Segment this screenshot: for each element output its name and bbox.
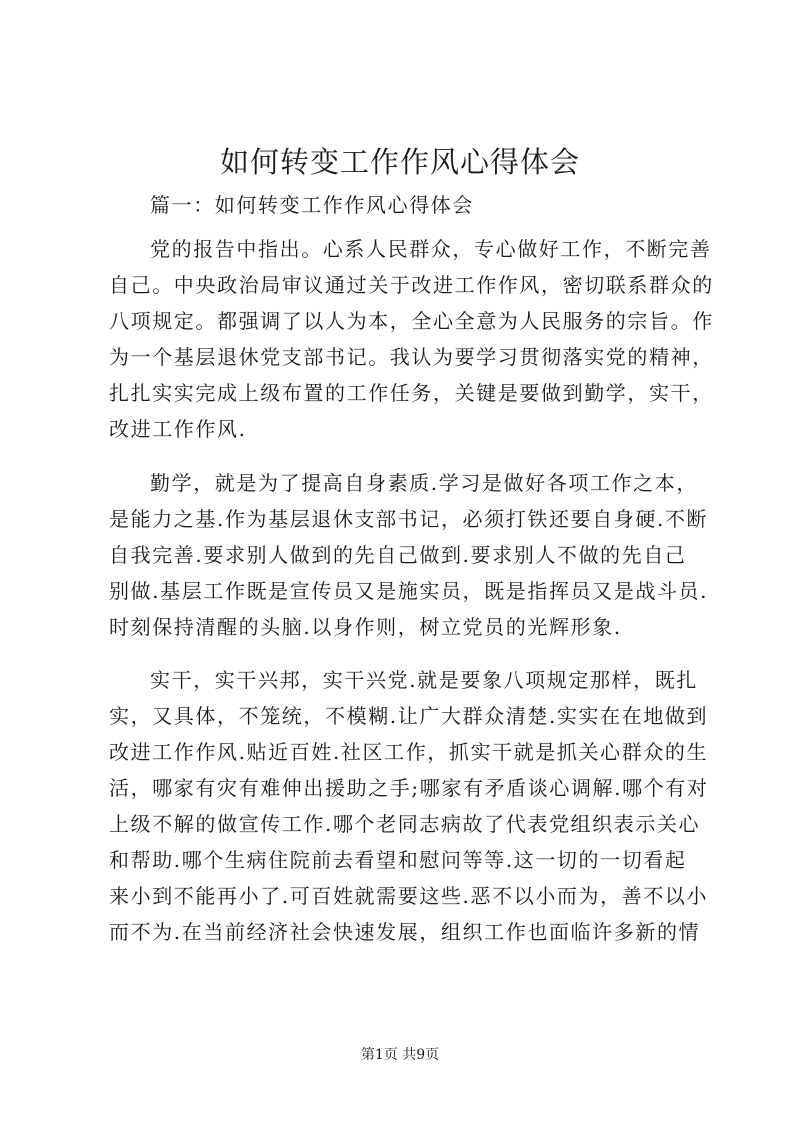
paragraph-line: 自我完善.要求别人做到的先自己做到.要求别人不做的先自己 [109,543,687,567]
paragraph-line: 和帮助.哪个生病住院前去看望和慰问等等.这一切的一切看起 [109,848,687,872]
paragraph-line: 实干，实干兴邦，实干兴党.就是要象八项规定那样，既扎 [150,668,698,692]
paragraph-line: 为一个基层退休党支部书记。我认为要学习贯彻落实党的精神， [109,345,714,369]
paragraph-line: 八项规定。都强调了以人为本，全心全意为人民服务的宗旨。作 [109,309,714,333]
paragraph-line: 是能力之基.作为基层退休支部书记，必须打铁还要自身硬.不断 [109,507,709,531]
paragraph-line: 党的报告中指出。心系人民群众，专心做好工作，不断完善 [150,237,712,261]
paragraph-line: 自己。中央政治局审议通过关于改进工作作风，密切联系群众的 [109,273,714,297]
paragraph-line: 别做.基层工作既是宣传员又是施实员，既是指挥员又是战斗员. [109,579,709,603]
section-heading: 篇一：如何转变工作作风心得体会 [150,193,474,217]
paragraph-line: 活，哪家有灾有难伸出援助之手;哪家有矛盾谈心调解.哪个有对 [109,776,709,800]
paragraph-line: 实，又具体，不笼统，不模糊.让广大群众清楚.实实在在地做到 [109,704,709,728]
paragraph-line: 改进工作作风.贴近百姓.社区工作，抓实干就是抓关心群众的生 [109,740,709,764]
paragraph-line: 改进工作作风. [109,417,247,441]
page-footer: 第1页 共9页 [360,1047,440,1063]
paragraph-line: 扎扎实实完成上级布置的工作任务，关键是要做到勤学，实干， [109,381,714,405]
paragraph-line: 时刻保持清醒的头脑.以身作则，树立党员的光辉形象. [109,615,622,639]
paragraph-line: 来小到不能再小了.可百姓就需要这些.恶不以小而为，善不以小 [109,884,709,908]
paragraph-line: 勤学，就是为了提高自身素质.学习是做好各项工作之本， [150,471,698,495]
paragraph-line: 上级不解的做宣传工作.哪个老同志病故了代表党组织表示关心 [109,812,701,836]
paragraph-line: 而不为.在当前经济社会快速发展，组织工作也面临许多新的情 [109,920,701,944]
document-title: 如何转变工作作风心得体会 [219,145,580,179]
